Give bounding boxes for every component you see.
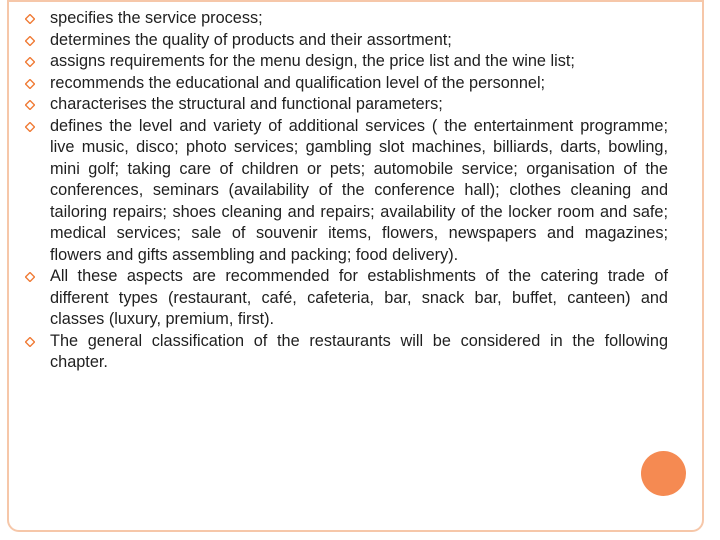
list-item-text: assigns requirements for the menu design, the price list and the wine list;: [50, 52, 575, 70]
list-item-text: The general classification of the restaurants will be considered in the following chapter.: [50, 331, 668, 371]
list-item-text: recommends the educational and qualification level of the personnel;: [50, 73, 546, 92]
list-item: [21, 116, 668, 267]
list-item-text: All these aspects are recommended for establishments of the catering trade of different types (restaurant, café, cafeteria, bar, snack bar, buffet, canteen) and classes (luxury, premium, first).: [50, 267, 668, 328]
bullet-list: [21, 8, 668, 374]
list-item-text: specifies the service process;: [50, 9, 263, 27]
list-item: [21, 94, 668, 116]
list-item-text: defines the level and variety of additional services ( the entertainment programme; live music, disco; photo services; gambling slot machines, billiards, darts, bowling, mini golf; taking care of children or pets; automobile service; organisation of the conferences, seminars (availability of the conference hall); clothes cleaning and tailoring repairs; shoes cleaning and repairs; availability of the locker room and safe; medical services; sale of souvenir items, flowers, newspapers and magazines; flowers and gifts assembling and packing; food delivery).: [50, 116, 668, 264]
diamond-bullet-icon: [25, 14, 35, 24]
list-item: [21, 30, 668, 52]
diamond-bullet-icon: [25, 100, 35, 110]
list-item: [21, 8, 668, 30]
diamond-bullet-icon: [25, 122, 35, 132]
diamond-bullet-icon: [25, 272, 35, 282]
diamond-bullet-icon: [25, 79, 35, 89]
list-item-text: determines the quality of products and their assortment;: [50, 30, 452, 49]
diamond-bullet-icon: [25, 36, 35, 46]
diamond-bullet-icon: [25, 337, 35, 347]
list-item: [21, 266, 668, 331]
list-item-text: characterises the structural and functional parameters;: [50, 95, 443, 113]
list-item: [21, 73, 668, 95]
list-item: [21, 51, 668, 73]
list-item: [21, 331, 668, 374]
decorative-circle: [641, 451, 686, 496]
diamond-bullet-icon: [25, 57, 35, 67]
